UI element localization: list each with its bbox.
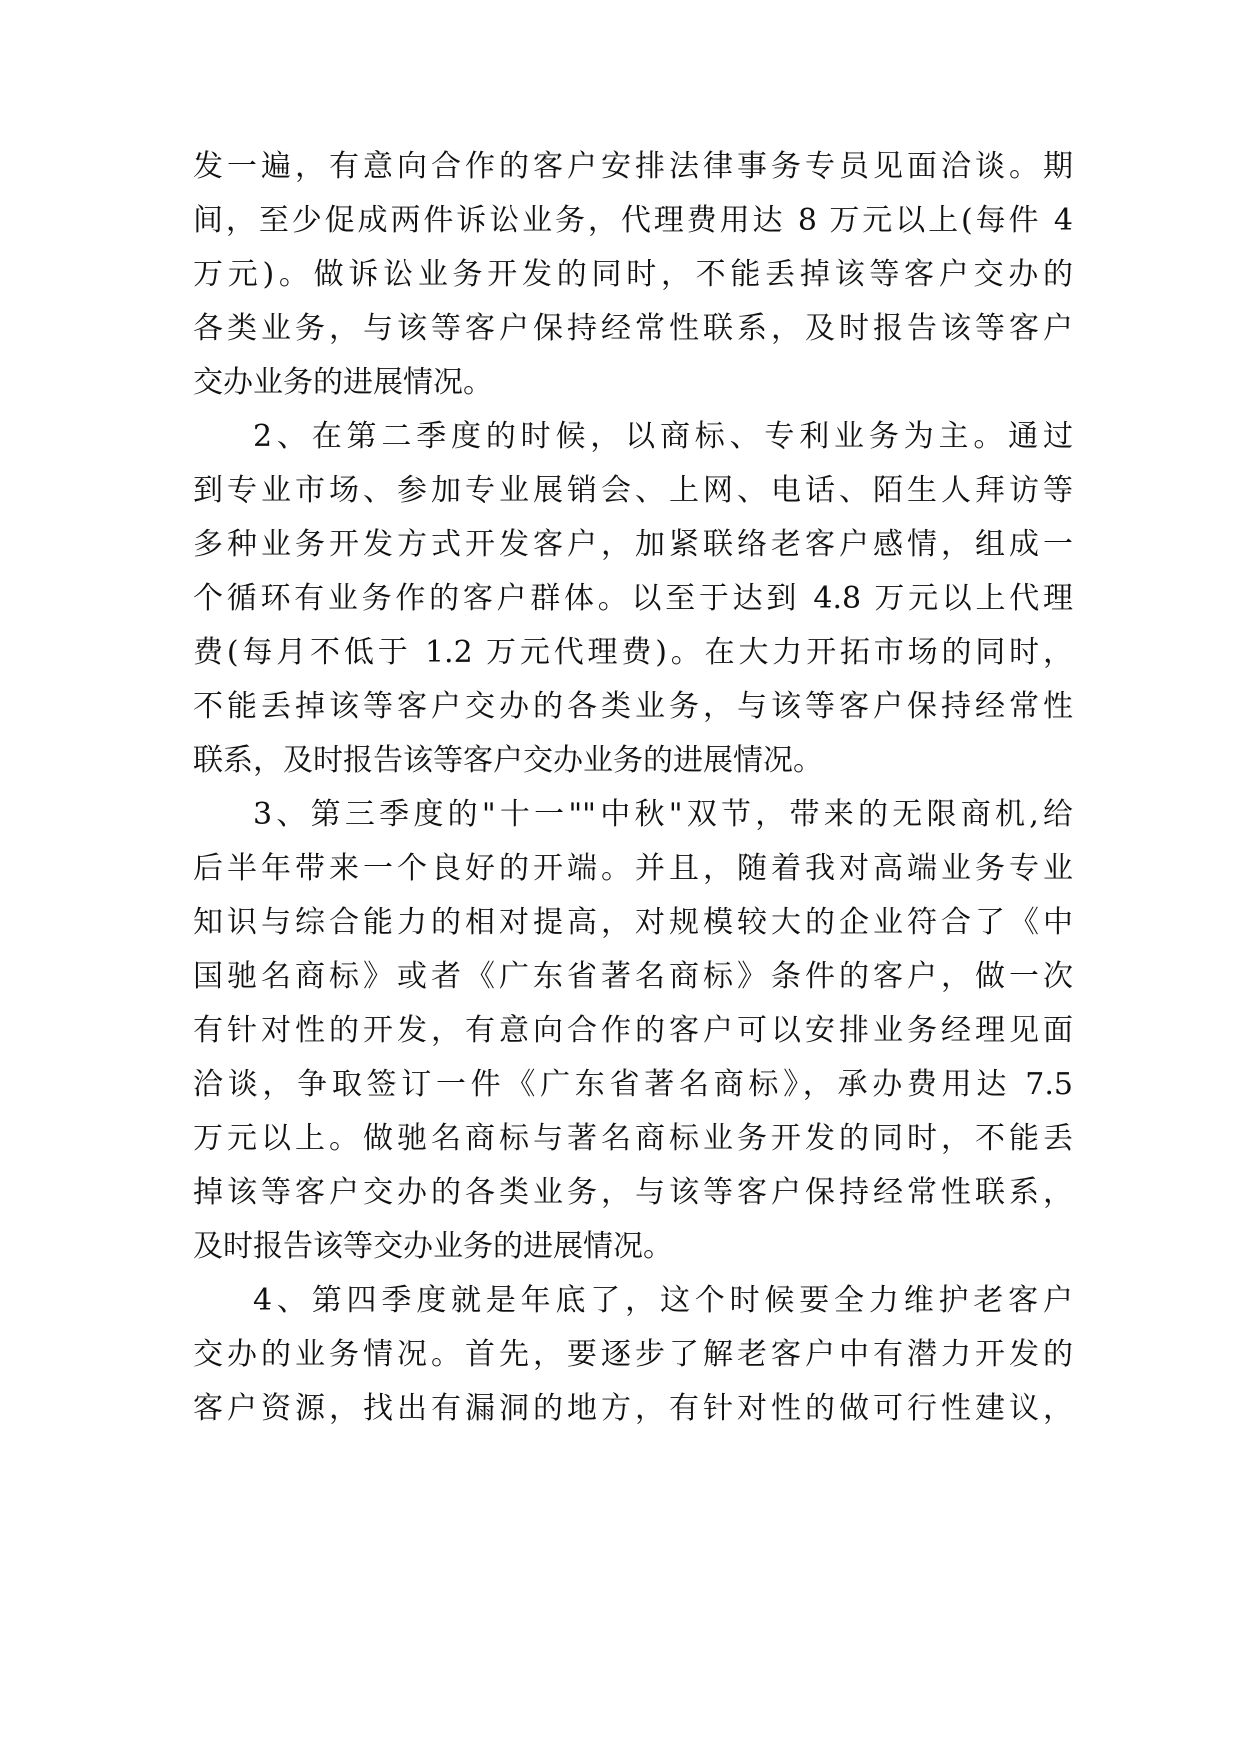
paragraph-line: 有针对性的开发，有意向合作的客户可以安排业务经理见面	[193, 1013, 1073, 1048]
paragraph-line: 交办的业务情况。首先，要逐步了解老客户中有潜力开发的	[193, 1337, 1073, 1372]
paragraph-line: 3、第三季度的"十一""中秋"双节，带来的无限商机,给	[253, 797, 1073, 832]
paragraph-line: 万元)。做诉讼业务开发的同时，不能丢掉该等客户交办的	[193, 257, 1073, 292]
paragraph-line: 国驰名商标》或者《广东省著名商标》条件的客户，做一次	[193, 959, 1073, 994]
paragraph-line: 各类业务，与该等客户保持经常性联系，及时报告该等客户	[193, 311, 1073, 346]
paragraph-line: 后半年带来一个良好的开端。并且，随着我对高端业务专业	[193, 851, 1073, 886]
paragraph-line: 多种业务开发方式开发客户，加紧联络老客户感情，组成一	[193, 527, 1073, 562]
paragraph-line: 间，至少促成两件诉讼业务，代理费用达 8 万元以上(每件 4	[193, 203, 1073, 238]
paragraph-line: 个循环有业务作的客户群体。以至于达到 4.8 万元以上代理	[193, 581, 1073, 616]
paragraph-line: 客户资源，找出有漏洞的地方，有针对性的做可行性建议，	[193, 1391, 1073, 1426]
paragraph-line: 发一遍，有意向合作的客户安排法律事务专员见面洽谈。期	[193, 149, 1073, 184]
paragraph-line: 到专业市场、参加专业展销会、上网、电话、陌生人拜访等	[193, 473, 1073, 508]
paragraph-line: 知识与综合能力的相对提高，对规模较大的企业符合了《中	[193, 905, 1073, 940]
paragraph-line: 4、第四季度就是年底了，这个时候要全力维护老客户	[253, 1283, 1073, 1318]
paragraph-line: 掉该等客户交办的各类业务，与该等客户保持经常性联系，	[193, 1175, 1073, 1210]
paragraph-line: 2、在第二季度的时候，以商标、专利业务为主。通过	[253, 419, 1073, 454]
paragraph-line: 联系，及时报告该等客户交办业务的进展情况。	[193, 743, 823, 778]
paragraph-line: 万元以上。做驰名商标与著名商标业务开发的同时，不能丢	[193, 1121, 1073, 1156]
paragraph-line: 及时报告该等交办业务的进展情况。	[193, 1229, 673, 1264]
paragraph-line: 洽谈，争取签订一件《广东省著名商标》，承办费用达 7.5	[193, 1067, 1073, 1102]
paragraph-line: 不能丢掉该等客户交办的各类业务，与该等客户保持经常性	[193, 689, 1073, 724]
paragraph-line: 交办业务的进展情况。	[193, 365, 493, 400]
paragraph-line: 费(每月不低于 1.2 万元代理费)。在大力开拓市场的同时，	[193, 635, 1073, 670]
